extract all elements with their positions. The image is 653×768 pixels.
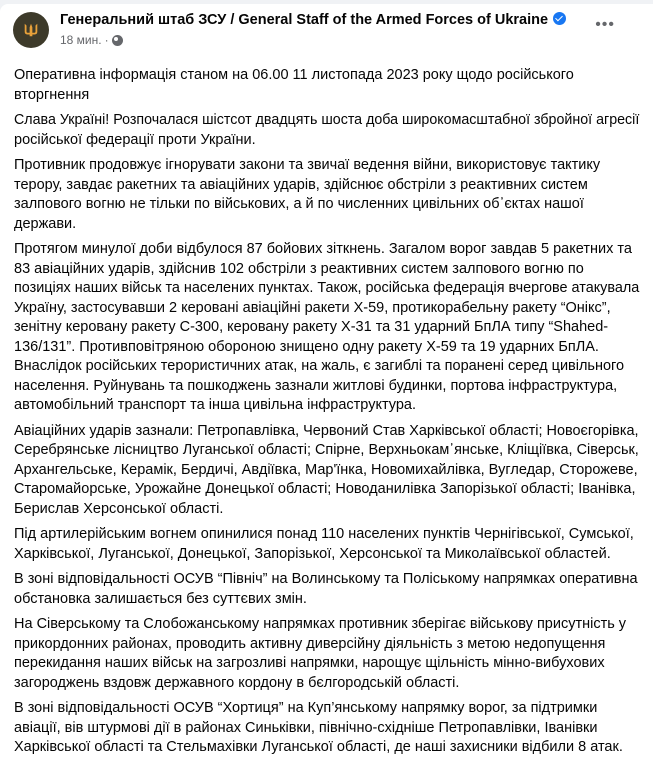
paragraph-line: авіації, вів штурмові дії в районах Синьківки, північно-східніше Петропавлівки, Іванівки <box>14 719 598 736</box>
page-name-text[interactable]: Генеральний штаб ЗСУ / General Staff of the Armed Forces of Ukraine <box>60 12 549 28</box>
post-paragraph <box>14 699 644 758</box>
paragraph-line: Внаслідок російських терористичних атак, на жаль, є загиблі та поранені серед цивільного <box>14 358 625 374</box>
post-body <box>14 66 644 764</box>
paragraph-line: Україну, застосувавши 2 керовані авіаційні ракети Х-59, протикорабельну ракету “Онікс”, <box>14 299 611 316</box>
paragraph-line: В зоні відповідальності ОСУВ “Хортиця” на Куп’янському напрямку ворог, за підтримки <box>14 700 598 716</box>
paragraph-line: населення. Руйнувань та пошкоджень зазнали житлові будинки, портова інфраструктура, <box>14 377 618 394</box>
post-paragraph <box>14 570 644 609</box>
paragraph-line: зенітну керовану ракету С-300, керовану ракету Х-31 та 31 ударний БпЛА типу “Shahed- <box>14 319 609 335</box>
post-time[interactable]: 18 мин. <box>60 33 102 47</box>
paragraph-line: В зоні відповідальності ОСУВ “Північ” на Волинському та Поліському напрямках оперативна <box>14 571 638 587</box>
post-card <box>0 4 653 768</box>
post-header <box>0 4 653 60</box>
paragraph-line: 83 авіаційних ударів, здійснив 102 обстріли з реактивних систем залпового вогню по <box>14 260 584 277</box>
more-options-icon[interactable]: ••• <box>595 16 615 33</box>
paragraph-line: Серебрянське лісництво Луганської області; Спірне, Верхньокам᾽янське, Кліщіївка, Сіверськ, <box>14 442 639 458</box>
post-paragraph <box>14 66 644 105</box>
paragraph-line: Берислав Херсонської області. <box>14 500 224 517</box>
paragraph-line: Архангельське, Керамік, Бердичі, Авдіївка, Мар'їнка, Новомихайлівка, Вугледар, Сторожеве, <box>14 461 638 478</box>
paragraph-line: Під артилерійським вогнем опинилися понад 110 населених пунктів Чернігівської, Сумської, <box>14 526 634 542</box>
verified-badge-icon <box>553 12 566 25</box>
paragraph-line: автомобільний транспорт та інша цивільна інфраструктура. <box>14 397 417 413</box>
paragraph-line: обстановка залишається без суттєвих змін. <box>14 590 307 607</box>
paragraph-line: Авіаційних ударів зазнали: Петропавлівка, Червоний Став Харківської області; Новоєгорівка, <box>14 422 639 439</box>
paragraph-line: Харківської, Луганської, Донецької, Запорізької, Херсонської та Миколаївської областей. <box>14 545 611 562</box>
paragraph-line: російської федерації проти України. <box>14 131 256 148</box>
page-avatar[interactable] <box>13 12 49 48</box>
paragraph-line: Слава Україні! Розпочалася шістсот двадцять шоста доба широкомасштабної збройної агресії <box>14 112 640 128</box>
paragraph-line: 136/131”. Противповітряною обороною знищено одну ракету Х-59 та 19 ударних БпЛА. <box>14 338 599 355</box>
paragraph-line: Старомайорське, Урожайне Донецької області; Новоданилівка Запорізької області; Іванівка, <box>14 481 636 497</box>
paragraph-line: позиціях наших військ та населених пунктах. Також, російська федерація вчергове атакувала <box>14 280 640 296</box>
post-paragraph <box>14 525 644 564</box>
paragraph-line: залпового вогню не тільки по військових, а й по численних цивільних об᾽єктах нашої <box>14 196 584 212</box>
paragraph-line: Харківської області та Стельмахівки Луганської області, де наші захисники відбили 8 атак. <box>14 739 623 755</box>
post-paragraph <box>14 422 644 520</box>
post-paragraph <box>14 156 644 234</box>
post-paragraph <box>14 111 644 150</box>
paragraph-line: Протягом минулої доби відбулося 87 бойових зіткнень. Загалом ворог завдав 5 ракетних та <box>14 241 632 257</box>
globe-icon[interactable] <box>112 35 123 46</box>
paragraph-line: держави. <box>14 215 77 232</box>
meta-separator: · <box>104 33 109 47</box>
paragraph-line: терору, завдає ракетних та авіаційних ударів, здійснює обстріли з реактивних систем <box>14 176 588 193</box>
page-name[interactable] <box>60 12 566 28</box>
paragraph-line: прикордонних районах, проводить активну диверсійну діяльність з метою недопущення <box>14 635 606 652</box>
paragraph-line: Противник продовжує ігнорувати закони та звичаї ведення війни, використовує тактику <box>14 157 601 173</box>
trident-icon <box>22 21 40 39</box>
post-paragraph <box>14 615 644 693</box>
paragraph-line: На Сіверському та Слобожанському напрямках противник зберігає військову присутність у <box>14 616 627 632</box>
paragraph-line: вторгнення <box>14 86 90 103</box>
paragraph-line: перекидання наших військ на загрозливі напрямки, нарощує щільність мінно-вибухових <box>14 655 605 671</box>
paragraph-line: загороджень вздовж державного кордону в бєлгородській області. <box>14 674 460 691</box>
post-meta <box>60 33 123 47</box>
paragraph-line: Оперативна інформація станом на 06.00 11 листопада 2023 року щодо російського <box>14 67 574 83</box>
post-paragraph <box>14 240 644 416</box>
